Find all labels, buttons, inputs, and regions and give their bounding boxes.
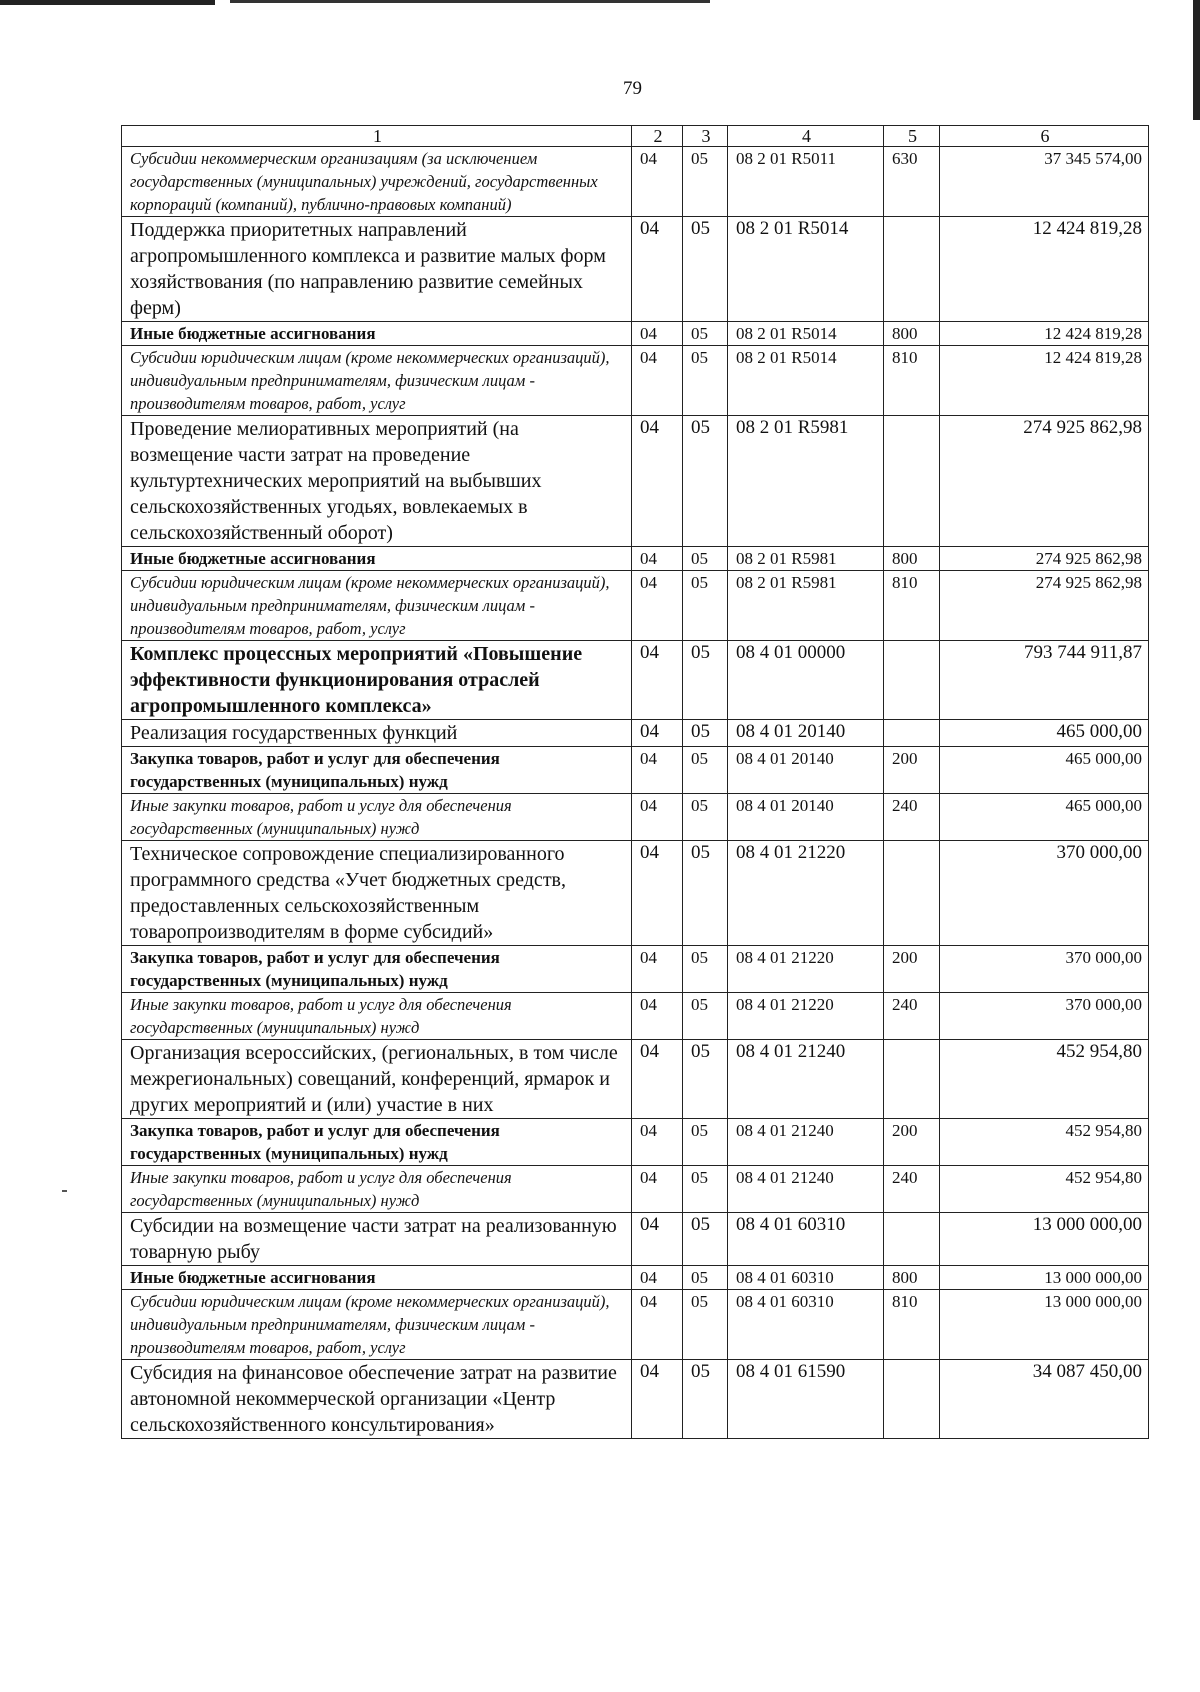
row-expense-type: 810 [884, 571, 940, 641]
row-amount: 465 000,00 [940, 720, 1149, 747]
row-target-article: 08 4 01 20140 [728, 720, 884, 747]
row-section-code: 04 [632, 946, 683, 993]
row-target-article: 08 4 01 21240 [728, 1040, 884, 1119]
table-row [122, 1266, 1149, 1290]
table-row [122, 1166, 1149, 1213]
scan-edge-mark [230, 0, 710, 3]
row-subsection-code: 05 [683, 1166, 728, 1213]
row-description: Закупка товаров, работ и услуг для обеспечения государственных (муниципальных) нужд [122, 1119, 632, 1166]
row-subsection-code: 05 [683, 1290, 728, 1360]
row-expense-type [884, 1360, 940, 1439]
row-subsection-code: 05 [683, 1213, 728, 1266]
column-header: 2 [632, 126, 683, 147]
row-description: Иные закупки товаров, работ и услуг для обеспечения государственных (муниципальных) нужд [122, 794, 632, 841]
row-expense-type: 240 [884, 993, 940, 1040]
row-subsection-code: 05 [683, 720, 728, 747]
table-row [122, 641, 1149, 720]
table-row [122, 993, 1149, 1040]
row-description: Иные бюджетные ассигнования [122, 1266, 632, 1290]
row-description: Иные закупки товаров, работ и услуг для обеспечения государственных (муниципальных) нужд [122, 1166, 632, 1213]
table-row [122, 794, 1149, 841]
row-amount: 34 087 450,00 [940, 1360, 1149, 1439]
row-target-article: 08 4 01 20140 [728, 747, 884, 794]
row-expense-type: 240 [884, 1166, 940, 1213]
row-target-article: 08 2 01 R5014 [728, 346, 884, 416]
table-row [122, 1360, 1149, 1439]
table-row [122, 946, 1149, 993]
row-expense-type: 630 [884, 147, 940, 217]
table-row [122, 720, 1149, 747]
row-description: Закупка товаров, работ и услуг для обеспечения государственных (муниципальных) нужд [122, 747, 632, 794]
scan-speck [62, 1190, 67, 1192]
row-amount: 12 424 819,28 [940, 346, 1149, 416]
row-target-article: 08 4 01 61590 [728, 1360, 884, 1439]
row-subsection-code: 05 [683, 571, 728, 641]
row-amount: 793 744 911,87 [940, 641, 1149, 720]
row-description: Иные закупки товаров, работ и услуг для обеспечения государственных (муниципальных) нужд [122, 993, 632, 1040]
row-amount: 274 925 862,98 [940, 571, 1149, 641]
table-row [122, 1213, 1149, 1266]
row-description: Иные бюджетные ассигнования [122, 322, 632, 346]
row-target-article: 08 4 01 60310 [728, 1266, 884, 1290]
table-row [122, 416, 1149, 547]
row-expense-type: 200 [884, 946, 940, 993]
row-expense-type: 800 [884, 322, 940, 346]
row-expense-type [884, 1040, 940, 1119]
row-target-article: 08 2 01 R5011 [728, 147, 884, 217]
table-row [122, 346, 1149, 416]
row-target-article: 08 4 01 21220 [728, 993, 884, 1040]
table-row [122, 1119, 1149, 1166]
row-expense-type: 200 [884, 1119, 940, 1166]
row-subsection-code: 05 [683, 641, 728, 720]
row-target-article: 08 4 01 60310 [728, 1290, 884, 1360]
row-expense-type: 800 [884, 1266, 940, 1290]
row-subsection-code: 05 [683, 147, 728, 217]
row-section-code: 04 [632, 217, 683, 322]
row-target-article: 08 4 01 20140 [728, 794, 884, 841]
row-subsection-code: 05 [683, 1266, 728, 1290]
row-section-code: 04 [632, 841, 683, 946]
row-expense-type [884, 841, 940, 946]
row-amount: 37 345 574,00 [940, 147, 1149, 217]
row-target-article: 08 4 01 00000 [728, 641, 884, 720]
table-row [122, 747, 1149, 794]
row-amount: 12 424 819,28 [940, 322, 1149, 346]
row-target-article: 08 4 01 21240 [728, 1166, 884, 1213]
row-amount: 13 000 000,00 [940, 1266, 1149, 1290]
row-amount: 13 000 000,00 [940, 1213, 1149, 1266]
table-row [122, 1290, 1149, 1360]
row-amount: 13 000 000,00 [940, 1290, 1149, 1360]
row-description: Проведение мелиоративных мероприятий (на возмещение части затрат на проведение культуртехнических мероприятий на выбывших сельскохозяйственных угодьях, вовлекаемых в сельскохозяйственный оборот) [122, 416, 632, 547]
row-subsection-code: 05 [683, 993, 728, 1040]
row-section-code: 04 [632, 571, 683, 641]
row-description: Иные бюджетные ассигнования [122, 547, 632, 571]
table-row [122, 571, 1149, 641]
row-subsection-code: 05 [683, 1040, 728, 1119]
row-amount: 465 000,00 [940, 794, 1149, 841]
table-row [122, 217, 1149, 322]
row-subsection-code: 05 [683, 416, 728, 547]
column-header: 6 [940, 126, 1149, 147]
budget-table [121, 125, 1149, 1439]
row-target-article: 08 2 01 R5981 [728, 416, 884, 547]
row-amount: 274 925 862,98 [940, 547, 1149, 571]
scan-edge-mark [0, 0, 215, 5]
row-subsection-code: 05 [683, 946, 728, 993]
row-amount: 370 000,00 [940, 841, 1149, 946]
row-section-code: 04 [632, 346, 683, 416]
table-row [122, 322, 1149, 346]
row-section-code: 04 [632, 1290, 683, 1360]
row-amount: 370 000,00 [940, 946, 1149, 993]
row-description: Комплекс процессных мероприятий «Повышение эффективности функционирования отраслей агропромышленного комплекса» [122, 641, 632, 720]
row-description: Субсидии юридическим лицам (кроме некоммерческих организаций), индивидуальным предпринимателям, физическим лицам - производителям товаров, работ, услуг [122, 571, 632, 641]
row-description: Субсидии юридическим лицам (кроме некоммерческих организаций), индивидуальным предпринимателям, физическим лицам - производителям товаров, работ, услуг [122, 1290, 632, 1360]
row-description: Закупка товаров, работ и услуг для обеспечения государственных (муниципальных) нужд [122, 946, 632, 993]
row-amount: 465 000,00 [940, 747, 1149, 794]
row-section-code: 04 [632, 1266, 683, 1290]
row-description: Техническое сопровождение специализированного программного средства «Учет бюджетных средств, предоставленных сельскохозяйственным товаропроизводителям в форме субсидий» [122, 841, 632, 946]
row-expense-type: 810 [884, 1290, 940, 1360]
column-header: 3 [683, 126, 728, 147]
row-section-code: 04 [632, 547, 683, 571]
row-target-article: 08 2 01 R5981 [728, 547, 884, 571]
column-header: 1 [122, 126, 632, 147]
row-section-code: 04 [632, 322, 683, 346]
row-amount: 452 954,80 [940, 1119, 1149, 1166]
row-section-code: 04 [632, 794, 683, 841]
row-expense-type [884, 416, 940, 547]
row-section-code: 04 [632, 641, 683, 720]
row-subsection-code: 05 [683, 547, 728, 571]
row-subsection-code: 05 [683, 217, 728, 322]
row-subsection-code: 05 [683, 346, 728, 416]
row-expense-type: 800 [884, 547, 940, 571]
row-target-article: 08 2 01 R5014 [728, 322, 884, 346]
row-subsection-code: 05 [683, 841, 728, 946]
row-section-code: 04 [632, 747, 683, 794]
row-subsection-code: 05 [683, 794, 728, 841]
row-target-article: 08 2 01 R5981 [728, 571, 884, 641]
row-section-code: 04 [632, 1166, 683, 1213]
row-expense-type: 810 [884, 346, 940, 416]
table-row [122, 1040, 1149, 1119]
row-section-code: 04 [632, 993, 683, 1040]
row-expense-type: 200 [884, 747, 940, 794]
row-amount: 274 925 862,98 [940, 416, 1149, 547]
table-header-row [122, 126, 1149, 147]
row-section-code: 04 [632, 720, 683, 747]
table-row [122, 147, 1149, 217]
row-description: Субсидии на возмещение части затрат на реализованную товарную рыбу [122, 1213, 632, 1266]
row-subsection-code: 05 [683, 747, 728, 794]
row-description: Организация всероссийских, (региональных, в том числе межрегиональных) совещаний, конференций, ярмарок и других мероприятий и (или) участие в них [122, 1040, 632, 1119]
row-target-article: 08 4 01 60310 [728, 1213, 884, 1266]
row-amount: 370 000,00 [940, 993, 1149, 1040]
row-expense-type: 240 [884, 794, 940, 841]
row-target-article: 08 2 01 R5014 [728, 217, 884, 322]
row-target-article: 08 4 01 21240 [728, 1119, 884, 1166]
row-section-code: 04 [632, 1360, 683, 1439]
row-amount: 452 954,80 [940, 1040, 1149, 1119]
row-expense-type [884, 217, 940, 322]
row-subsection-code: 05 [683, 322, 728, 346]
column-header: 5 [884, 126, 940, 147]
row-target-article: 08 4 01 21220 [728, 841, 884, 946]
row-description: Субсидия на финансовое обеспечение затрат на развитие автономной некоммерческой организации «Центр сельскохозяйственного консультирования» [122, 1360, 632, 1439]
row-section-code: 04 [632, 1040, 683, 1119]
page-number: 79 [623, 78, 642, 99]
row-expense-type [884, 641, 940, 720]
row-section-code: 04 [632, 1213, 683, 1266]
row-amount: 12 424 819,28 [940, 217, 1149, 322]
row-subsection-code: 05 [683, 1119, 728, 1166]
row-description: Субсидии некоммерческим организациям (за исключением государственных (муниципальных) учреждений, государственных корпораций (компаний), публично-правовых компаний) [122, 147, 632, 217]
table-row [122, 547, 1149, 571]
row-amount: 452 954,80 [940, 1166, 1149, 1213]
row-section-code: 04 [632, 416, 683, 547]
row-expense-type [884, 720, 940, 747]
row-target-article: 08 4 01 21220 [728, 946, 884, 993]
row-section-code: 04 [632, 1119, 683, 1166]
column-header: 4 [728, 126, 884, 147]
scan-edge-mark [1193, 0, 1200, 120]
table-row [122, 841, 1149, 946]
row-description: Субсидии юридическим лицам (кроме некоммерческих организаций), индивидуальным предпринимателям, физическим лицам - производителям товаров, работ, услуг [122, 346, 632, 416]
row-description: Реализация государственных функций [122, 720, 632, 747]
row-section-code: 04 [632, 147, 683, 217]
row-subsection-code: 05 [683, 1360, 728, 1439]
row-description: Поддержка приоритетных направлений агропромышленного комплекса и развитие малых форм хозяйствования (по направлению развитие семейных ферм) [122, 217, 632, 322]
row-expense-type [884, 1213, 940, 1266]
